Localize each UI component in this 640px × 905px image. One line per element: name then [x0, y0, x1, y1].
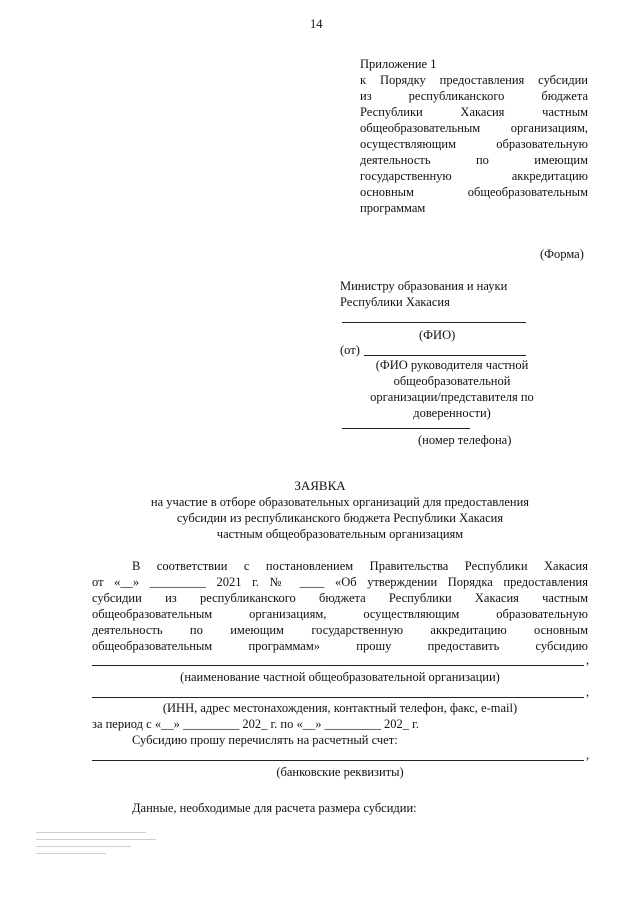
account-line: Субсидию прошу перечислять на расчетный счет:: [132, 733, 398, 747]
head-blank-line[interactable]: [364, 355, 526, 356]
head-caption-line: общеобразовательной: [393, 374, 511, 388]
inn-blank-line[interactable]: [92, 697, 584, 698]
head-caption: [370, 357, 534, 421]
period-line: за период с «__» _________ 202_ г. по «__» _________ 202_ г.: [92, 717, 419, 731]
fio-blank-line[interactable]: [342, 322, 526, 323]
appendix-line: осуществляющим образовательную: [360, 137, 588, 151]
title-sub-line: на участие в отборе образовательных организаций для предоставления: [150, 495, 530, 509]
body-line: субсидии из республиканского бюджета Республики Хакасия частным: [92, 591, 588, 605]
addressee-line-2: Республики Хакасия: [340, 295, 450, 309]
appendix-line: Республики Хакасия частным: [360, 105, 588, 119]
appendix-title: Приложение 1: [360, 57, 437, 71]
data-line: Данные, необходимые для расчета размера субсидии:: [132, 801, 417, 815]
form-label: (Форма): [540, 247, 584, 261]
body-line: от «__» _________ 2021 г. № ____ «Об утверждении Порядка предоставления: [92, 575, 588, 589]
appendix-line: программам: [360, 201, 426, 215]
appendix-line: основным общеобразовательным: [360, 185, 588, 199]
body-line: В соответствии с постановлением Правительства Республики Хакасия: [132, 559, 588, 573]
page-number: 14: [310, 17, 323, 31]
document-title: ЗАЯВКА: [294, 478, 346, 493]
inn-caption: (ИНН, адрес местонахождения, контактный телефон, факс, e-mail): [162, 701, 518, 715]
line-comma: ,: [586, 653, 590, 667]
title-sub-line: субсидии из республиканского бюджета Республики Хакасия: [176, 511, 504, 525]
addressee-line-1: Министру образования и науки: [340, 279, 508, 293]
bank-caption: (банковские реквизиты): [276, 765, 404, 779]
appendix-line: общеобразовательным организациям,: [360, 121, 588, 135]
head-caption-line: доверенности): [413, 406, 491, 420]
body-paragraph: [92, 558, 588, 654]
fio-caption: (ФИО): [419, 328, 456, 342]
body-line: общеобразовательным организациям, осуществляющим образовательную: [92, 607, 588, 621]
faint-stamp: [36, 826, 166, 876]
head-caption-line: организации/представителя по: [370, 390, 534, 404]
appendix-line: деятельность по имеющим: [360, 153, 588, 167]
appendix-line: к Порядку предоставления субсидии: [360, 73, 588, 87]
bank-blank-line[interactable]: [92, 760, 584, 761]
org-name-blank-line[interactable]: [92, 665, 584, 666]
phone-blank-line[interactable]: [342, 428, 470, 429]
from-label: (от): [340, 343, 360, 357]
title-sub-line: частным общеобразовательным организациям: [216, 527, 464, 541]
line-comma: ,: [586, 748, 590, 762]
appendix-block: [360, 56, 588, 216]
line-comma: ,: [586, 685, 590, 699]
phone-caption: (номер телефона): [418, 433, 512, 447]
org-caption: (наименование частной общеобразовательной организации): [180, 670, 500, 684]
appendix-line: из республиканского бюджета: [360, 89, 588, 103]
body-line: общеобразовательным программам» прошу предоставить субсидию: [92, 639, 588, 653]
head-caption-line: (ФИО руководителя частной: [375, 358, 529, 372]
appendix-line: государственную аккредитацию: [360, 169, 588, 183]
body-line: деятельность по имеющим государственную аккредитацию основным: [92, 623, 588, 637]
